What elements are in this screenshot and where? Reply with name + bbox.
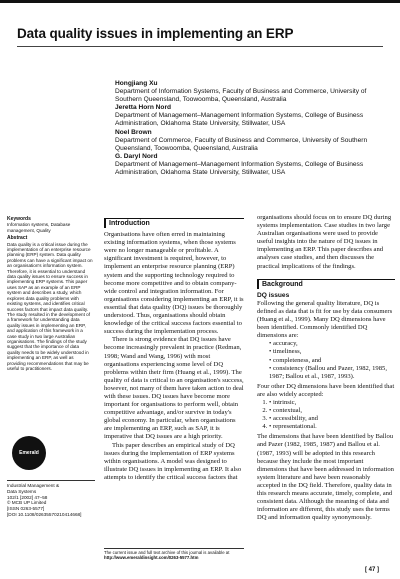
- dq-issues-subheading: DQ issues: [257, 291, 290, 299]
- top-rule: [0, 0, 400, 3]
- journal-name: Industrial Management &: [7, 483, 60, 488]
- author-affiliation: Department of Management–Management Information Systems, College of Business Administration, Oklahoma State University, Stillwater, USA: [115, 112, 364, 128]
- author-name: Noel Brown: [115, 128, 152, 136]
- background-heading: Background: [257, 279, 395, 289]
- background-paragraph: Following the general quality literature, DQ is defined as data that is fit for use by data consumers (Huang et al., 1999). Many DQ dimensions have been identified. Commonly identified DQ dimensions are:: [257, 299, 393, 340]
- keywords: Information systems, Database management, Quality: [7, 222, 71, 233]
- issn: [ISSN 0263-5577]: [7, 506, 45, 512]
- intro-paragraph: Organisations have often erred in maintaining existing information systems, when those systems were no longer manageable or profitable. A significant investment is required, however, to implement an enterprise resource planning (ERP) system and the supporting technology required to become more competitive and to obtain company-wide control and integration information. For organisations considering implementing an ERP, it is essential that data quality (DQ) issues be thoroughly understood. Thus, organisations should obtain knowledge of the critical success factors essential to success during the implementation process.: [104, 231, 244, 336]
- list-item: • 1. intrinsic,: [269, 399, 395, 407]
- footnote: [104, 548, 244, 560]
- title-rule: [17, 46, 383, 47]
- doi: [DOI 10.1108/02635570210414668]: [7, 511, 82, 517]
- author-name: Jeretta Horn Nord: [115, 104, 172, 112]
- intro-paragraph: There is strong evidence that DQ issues have become increasingly prevalent in practice (Redman, 1998; Wand and Wang, 1996) with most organisations experiencing some level of DQ problems within their firm (Huang et al., 1999). The quality of data is critical to an organisation's success, however, not many of them have taken action to deal with these issues. DQ issues have become more important for organisations to perform well, obtain competitive advantage, and/or survive in today's global economy. In particular, when organisations are implementing an ERP, such as SAP, it is imperative that DQ issues are a high priority.: [104, 336, 244, 441]
- background-column: [257, 214, 395, 522]
- citation-block: [7, 480, 95, 518]
- intro-paragraph: This paper describes an empirical study of DQ issues during the implementation of ERP systems within organisations. A model was designed to illustrate DQ issues in implementing an ERP. It also attempts to identify the critical success factors that: [104, 441, 242, 481]
- publisher-logo: Emerald: [12, 436, 46, 470]
- numbered-list: [257, 399, 395, 431]
- author-block: [115, 80, 390, 177]
- dimension-list: [257, 340, 395, 380]
- author-affiliation: Department of Commerce, Faculty of Business and Commerce, University of Southern Queensland, Toowoomba, Queensland, Australia: [115, 136, 368, 152]
- abstract-heading: Abstract: [7, 235, 28, 242]
- author-name: G. Daryl Nord: [115, 152, 158, 160]
- list-item: • accuracy,: [269, 340, 395, 348]
- list-item: • completeness, and: [269, 357, 395, 365]
- list-item: • 2. contextual,: [269, 407, 395, 415]
- copyright: © MCB UP Limited: [7, 500, 47, 506]
- list-item: • consistency (Ballou and Pazer, 1982, 1985, 1987; Ballou et al., 1987, 1993).: [269, 365, 395, 381]
- intro-continued: organisations should focus on to ensure DQ during systems implementation. Case studies in two large Australian organisations were used to provide useful insights into the nature of DQ issues in implementing an ERP. This paper describes and analyses case studies, and then discusses the practical implications of the findings.: [257, 214, 392, 270]
- sidebar: [7, 217, 93, 374]
- author-affiliation: Department of Information Systems, Faculty of Business and Commerce, University of Southern Queensland, Toowoomba, Queensland, Australia: [115, 88, 367, 104]
- list-item: • 3. accessibility, and: [269, 415, 395, 423]
- page-number: [ 47 ]: [365, 567, 380, 573]
- volume-info: 102/1 [2002] 47–58: [7, 494, 48, 500]
- footnote-text: The current issue and full text archive of this journal is available at: [104, 550, 230, 555]
- abstract: Data quality is a critical issue during the implementation of an enterprise resource planning (ERP) system. Data quality problems can have a significant impact on an organisation's information system. Therefore, it is essential to understand data quality issues to ensure success in implementing ERP systems. This paper uses SAP as an example of an ERP system and describes a study, which explores data quality problems with existing systems, and identifies critical success factors that impact data quality. The study resulted in the development of a framework for understanding data quality issues in implementing an ERP, and application of this framework in a case study in two large Australian organisations. The findings of the study suggest that the importance of data quality needs to be widely understood in implementing an ERP, as well as providing recommendations that may be useful to practitioners.: [7, 241, 93, 371]
- keywords-heading: Keywords: [7, 216, 31, 222]
- paper-title: Data quality issues in implementing an ERP: [17, 26, 294, 41]
- background-paragraph: The dimensions that have been identified by Ballou and Pazer (1982, 1985, 1987) and Ballou et al. (1987, 1993) will be adopted in this research because they include the most important dimensions that have been addressed in information system literature and have been reasonably accepted in the DQ field. Therefore, quality data in this research means accurate, timely, complete, and consistent data. Although the meaning of data and information are different, this study uses the terms DQ and information quality synonymously.: [257, 433, 394, 522]
- list-item: • timeliness,: [269, 348, 395, 356]
- author-affiliation: Department of Management–Management Information Systems, College of Business Administration, Oklahoma State University, Stillwater, USA: [115, 160, 364, 177]
- journal-name: Data Systems: [7, 488, 37, 494]
- footnote-url[interactable]: http://www.emeraldinsight.com/0263-5577.htm: [104, 555, 199, 561]
- background-paragraph: Four other DQ dimensions have been identified that are also widely accepted:: [257, 382, 395, 398]
- list-item: • 4. representational.: [269, 423, 395, 431]
- author-name: Hongjiang Xu: [115, 80, 158, 87]
- intro-heading: Introduction: [104, 218, 244, 228]
- intro-column: [104, 218, 244, 482]
